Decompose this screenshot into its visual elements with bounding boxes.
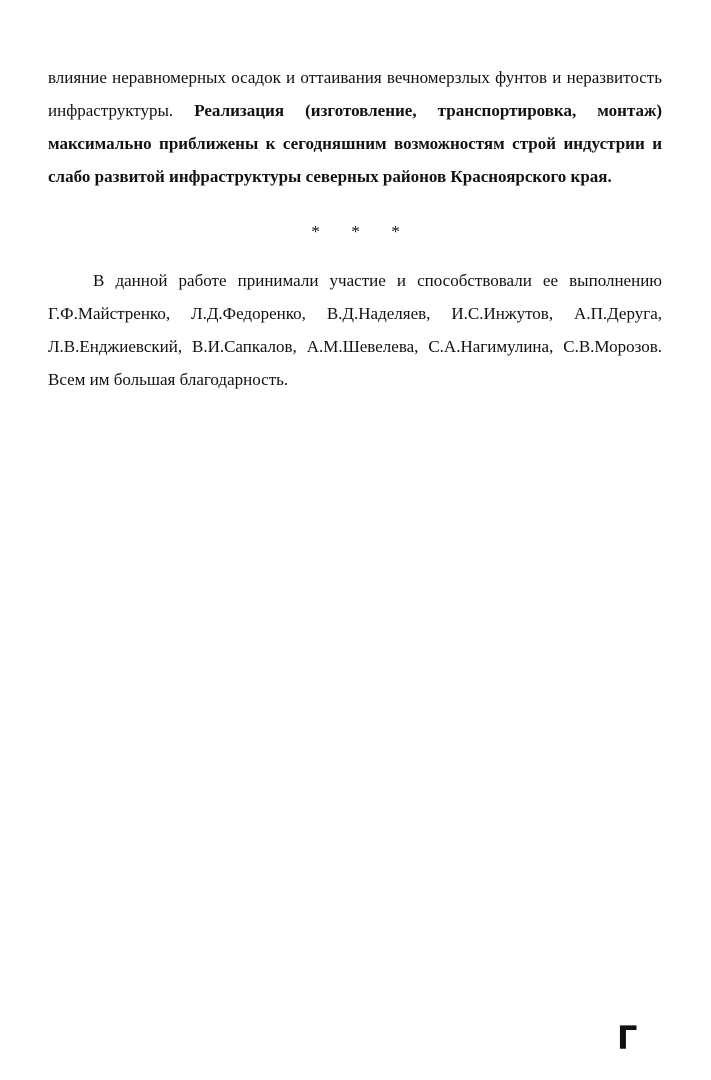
- separator-asterisk: *: [311, 222, 320, 241]
- section-separator: [0, 222, 711, 242]
- paragraph-acknowledgement: В данной работе принимали участие и способствовали ее выполнению Г.Ф.Майстренко, Л.Д.Федоренко, В.Д.Наделяев, И.С.Инжутов, А.П.Деруга, Л.В.Енджиевский, В.И.Сапкалов, А.М.Шевелева, С.А.Нагимулина, С.В.Морозов. Всем им большая благодарность.: [48, 271, 662, 389]
- separator-asterisk: *: [351, 222, 360, 241]
- paragraph-bold-text: Реализация (изготовление, транспортировка, монтаж) максимально приближены к сегодняшним возможностям строй индустрии и слабо развитой инфраструктуры северных районов Красноярского края.: [48, 101, 662, 186]
- separator-asterisk: *: [391, 222, 400, 241]
- paragraph-conclusion: [48, 61, 662, 193]
- corner-mark: Г: [617, 1019, 638, 1057]
- paragraph-regular-text: влияние неравномерных осадок и оттаивания вечномерзлых фунтов и неразвитость инфраструктуры.: [48, 68, 662, 120]
